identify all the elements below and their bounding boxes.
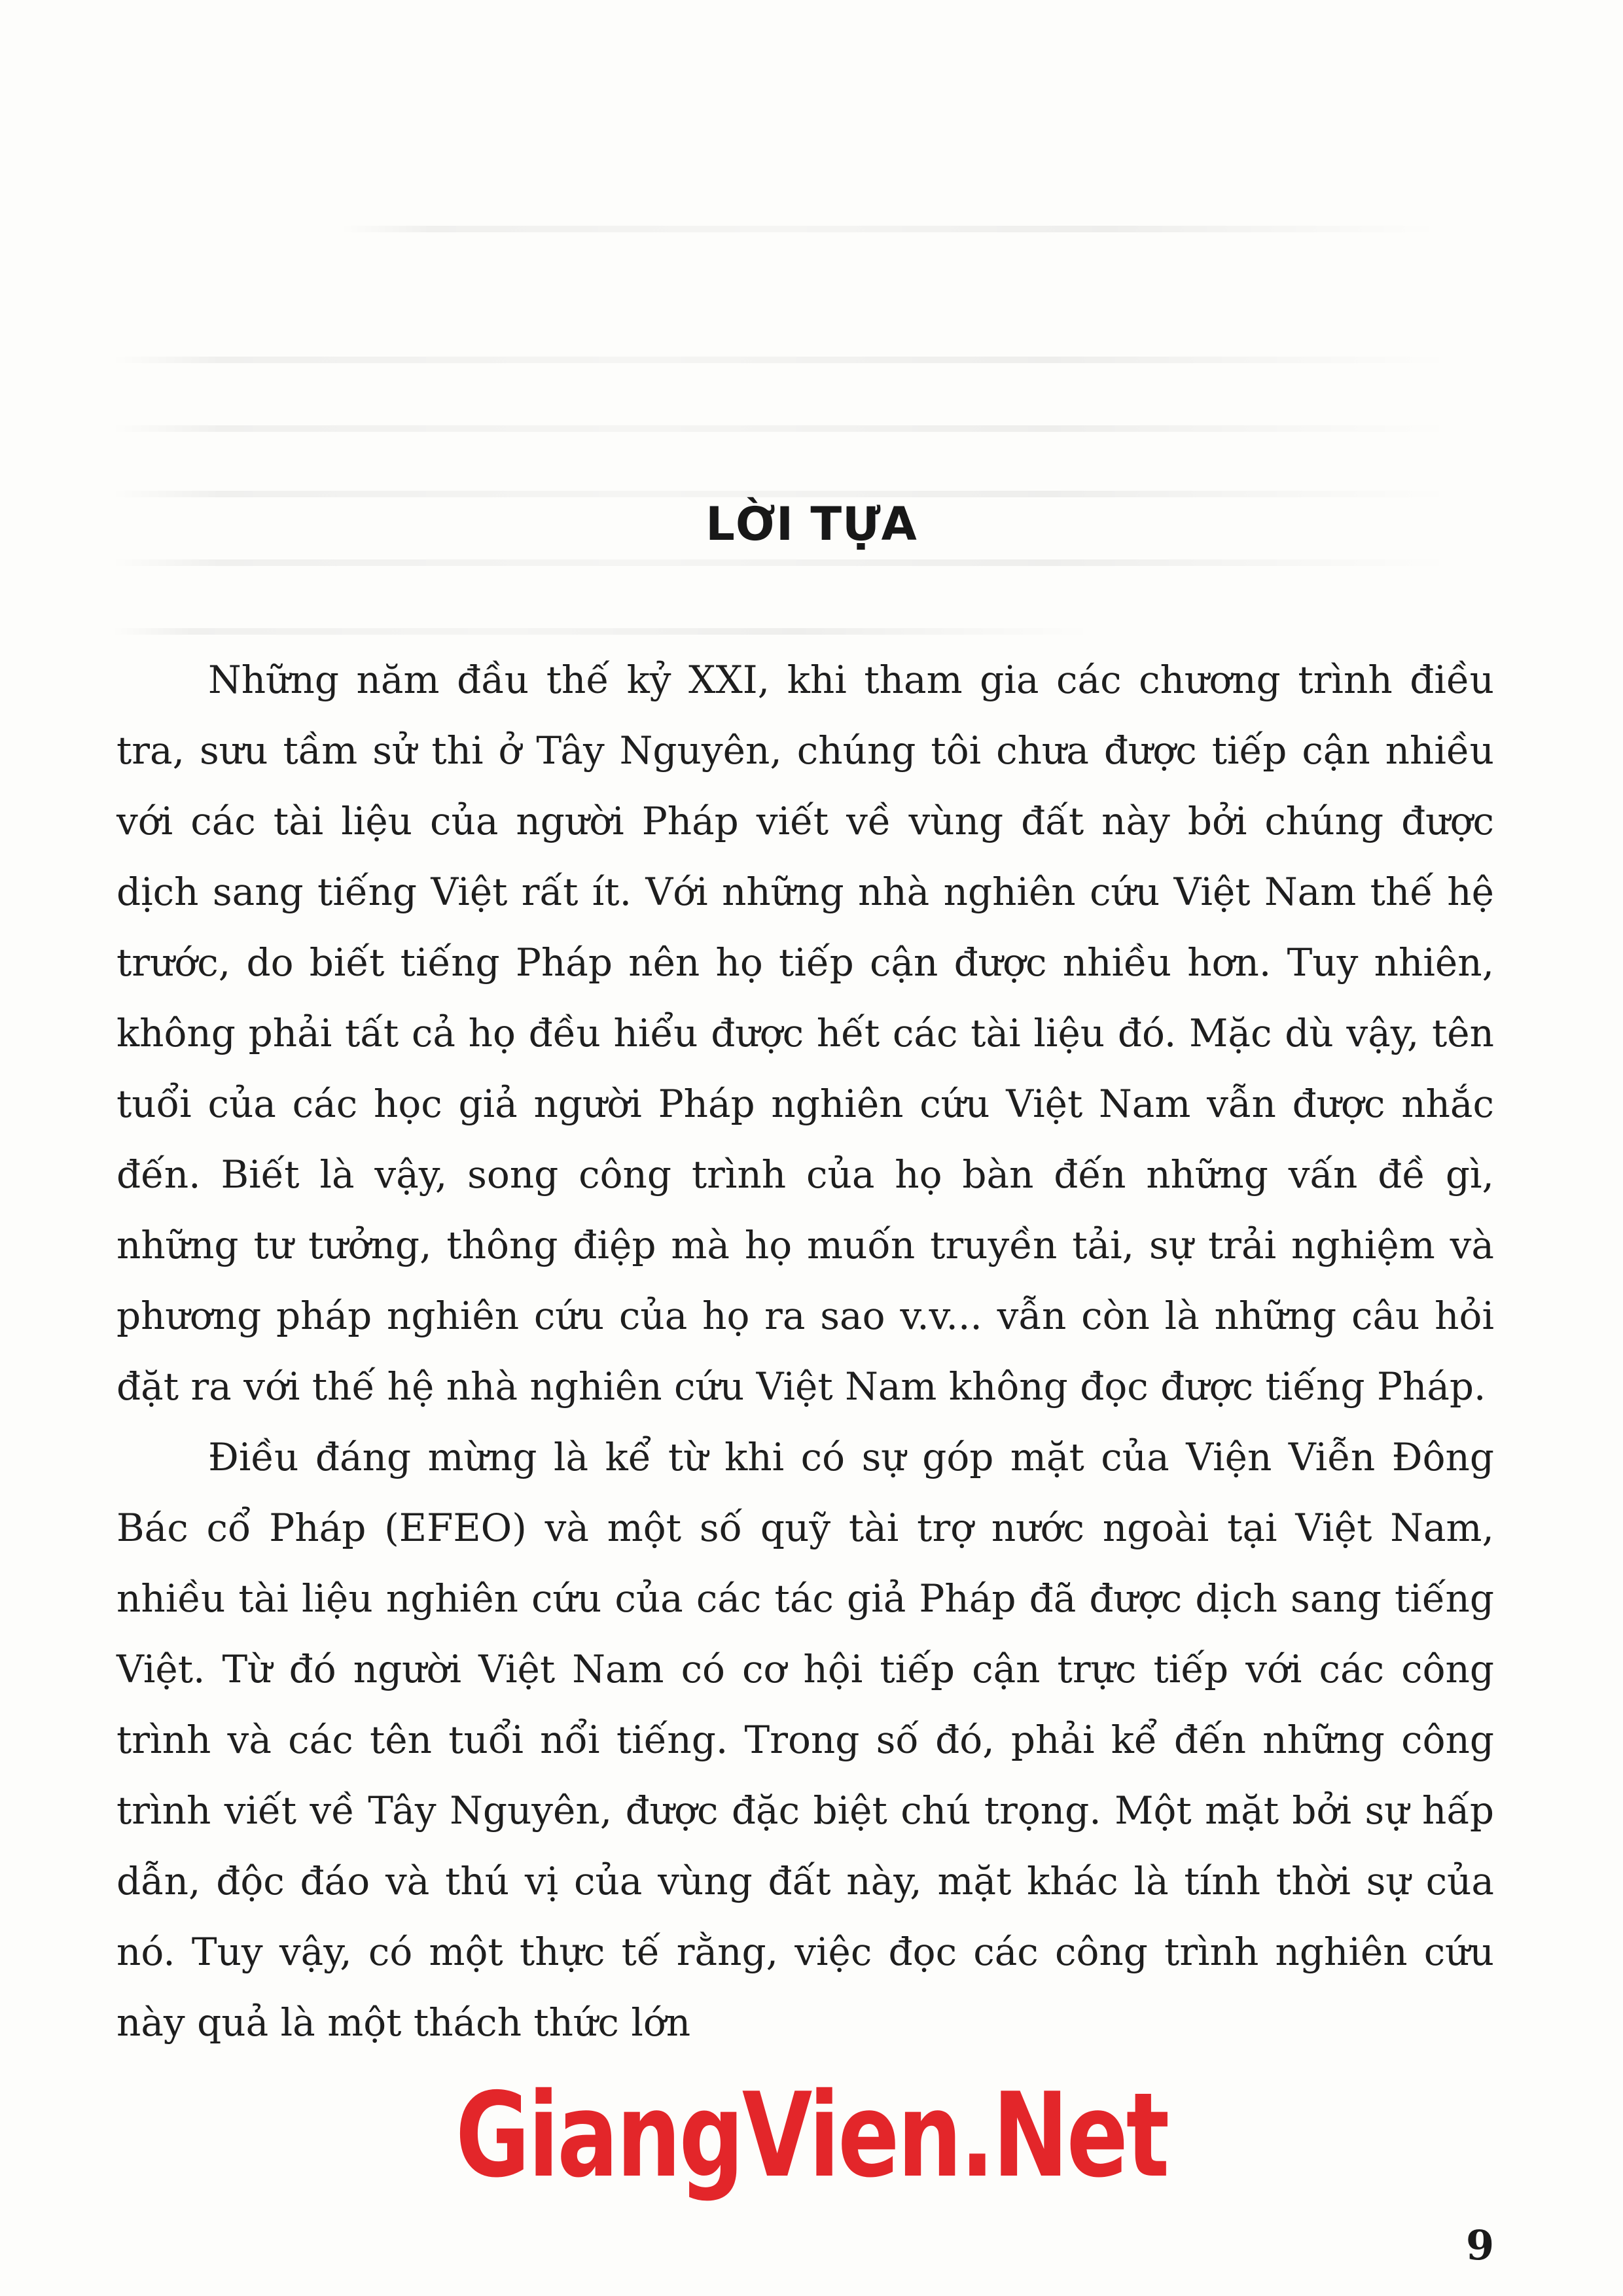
bleed-line [111,357,1453,363]
page-number: 9 [1466,2221,1495,2269]
bleed-line [340,226,1440,232]
bleed-line [111,425,1453,432]
page-title: LỜI TỰA [705,497,918,551]
bleed-line [111,559,1453,566]
bleed-line [111,628,1093,635]
paragraph: Những năm đầu thế kỷ XXI, khi tham gia các chương trình điều tra, sưu tầm sử thi ở Tây Nguyên, chúng tôi chưa được tiếp cận nhiều với các tài liệu của người Pháp viết về vùng đất này bởi chúng được dịch sang tiếng Việt rất ít. Với những nhà nghiên cứu Việt Nam thế hệ trước, do biết tiếng Pháp nên họ tiếp cận được nhiều hơn. Tuy nhiên, không phải tất cả họ đều hiểu được hết các tài liệu đó. Mặc dù vậy, tên tuổi của các học giả người Pháp nghiên cứu Việt Nam vẫn được nhắc đến. Biết là vậy, song công trình của họ bàn đến những vấn đề gì, những tư tưởng, thông điệp mà họ muốn truyền tải, sự trải nghiệm và phương pháp nghiên cứu của họ ra sao v.v... vẫn còn là những câu hỏi đặt ra với thế hệ nhà nghiên cứu Việt Nam không đọc được tiếng Pháp. [116,658,1494,1409]
paragraph: Điều đáng mừng là kể từ khi có sự góp mặt của Viện Viễn Đông Bác cổ Pháp (EFEO) và một số quỹ tài trợ nước ngoài tại Việt Nam, nhiều tài liệu nghiên cứu của các tác giả Pháp đã được dịch sang tiếng Việt. Từ đó người Việt Nam có cơ hội tiếp cận trực tiếp với các công trình và các tên tuổi nổi tiếng. Trong số đó, phải kể đến những công trình viết về Tây Nguyên, được đặc biệt chú trọng. Một mặt bởi sự hấp dẫn, độc đáo và thú vị của vùng đất này, mặt khác là tính thời sự của nó. Tuy vậy, có một thực tế rằng, việc đọc các công trình nghiên cứu này quả là một thách thức lớn [116,1435,1494,2045]
bleed-line [111,491,1453,497]
body-text [116,645,1494,2058]
watermark-logo: GiangVien.Net [455,2068,1168,2203]
